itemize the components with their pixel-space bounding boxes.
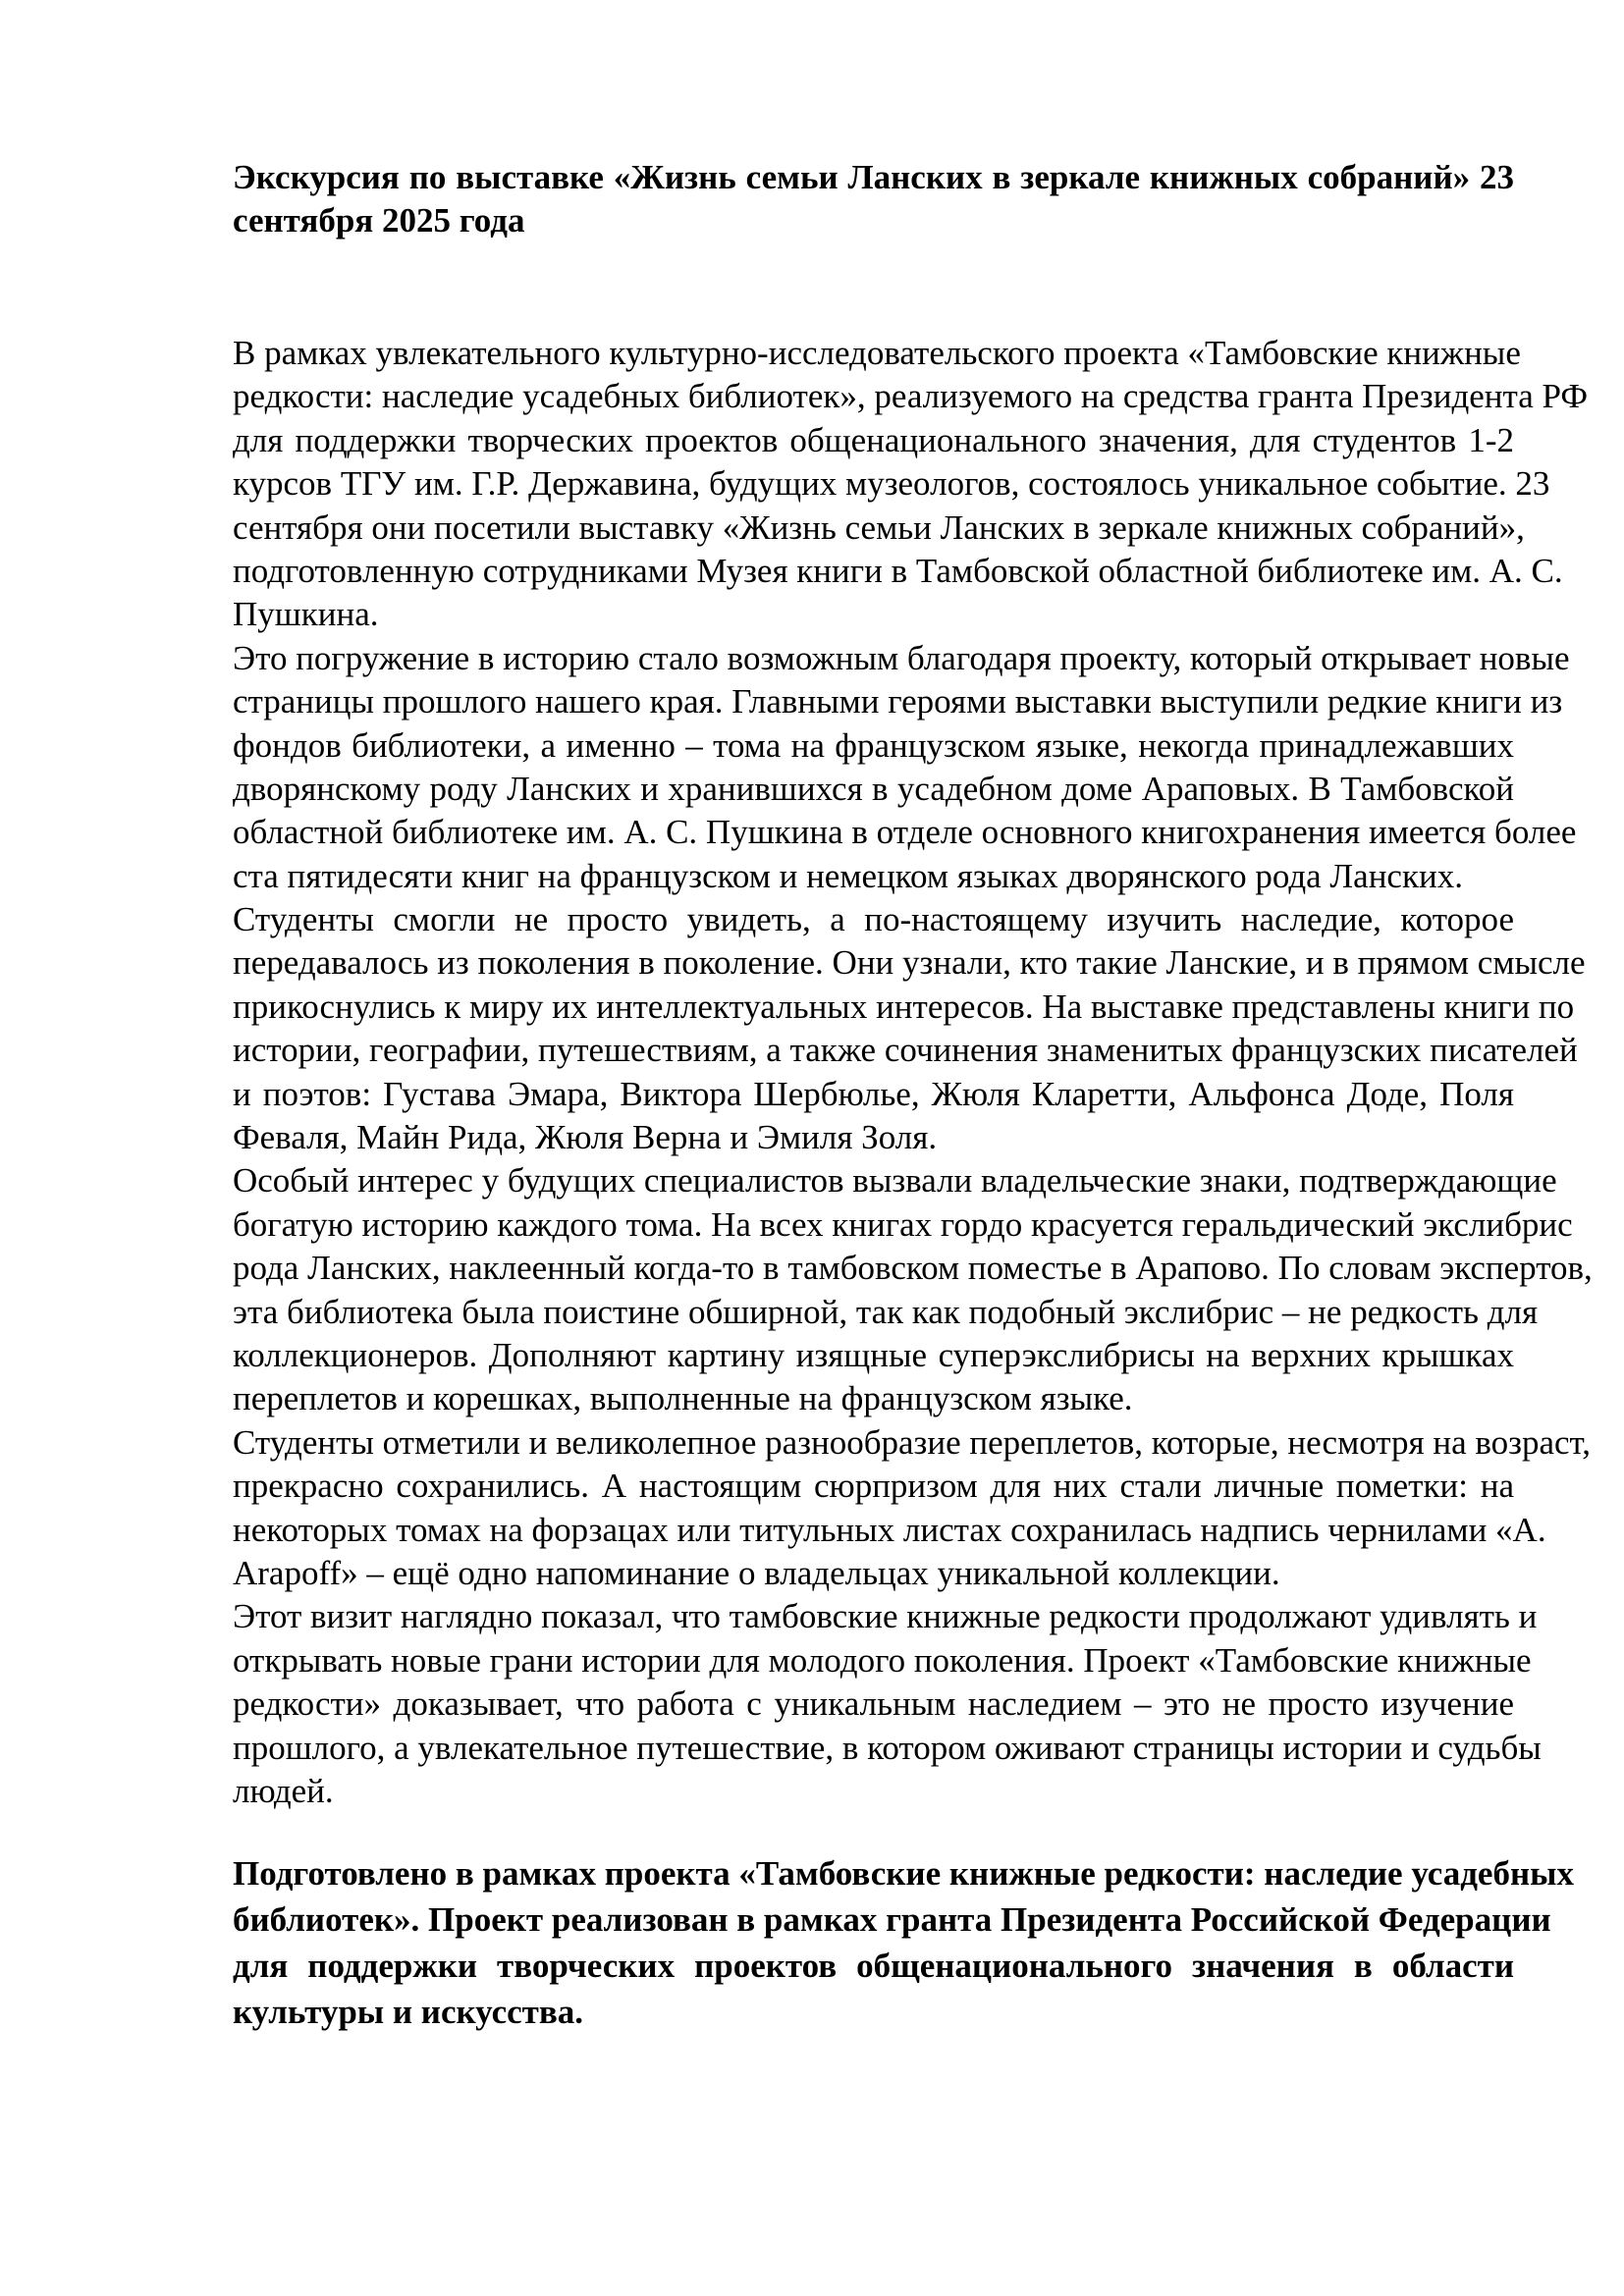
text-line: Студенты отметили и великолепное разнообразие переплетов, которые, несмотря на возраст,: [233, 1422, 1591, 1462]
text-line: курсов ТГУ им. Г.Р. Державина, будущих музеологов, состоялось уникальное событие. 23: [233, 464, 1550, 504]
text-line: страницы прошлого нашего края. Главными героями выставки выступили редкие книги из: [233, 682, 1563, 721]
paragraph: [233, 1159, 1593, 1420]
paragraph: [233, 1595, 1542, 1813]
text-line: коллекционеров. Дополняют картину изящные суперэкслибрисы на верхних крышках: [233, 1335, 1514, 1374]
paragraph: [233, 637, 1577, 898]
text-line: редкости: наследие усадебных библиотек», реализуемого на средства гранта Президента РФ: [233, 377, 1589, 416]
text-line: эта библиотека была поистине обширной, так как подобный экслибрис – не редкость для: [233, 1292, 1539, 1331]
text-line: редкости» доказывает, что работа с уникальным наследием – это не просто изучение: [233, 1684, 1514, 1724]
credit-line: культуры и искусства.: [233, 1993, 584, 2031]
project-credit: [233, 1850, 1574, 2035]
text-line: дворянскому роду Ланских и хранившихся в усадебном доме Араповых. В Тамбовской: [233, 769, 1514, 808]
paragraph: [233, 332, 1589, 637]
text-line: и поэтов: Густава Эмара, Виктора Шербюлье, Жюля Кларетти, Альфонса Доде, Поля: [233, 1074, 1514, 1113]
title-line: сентября 2025 года: [233, 201, 525, 240]
article-body: [233, 332, 1593, 1813]
text-line: Особый интерес у будущих специалистов вызвали владельческие знаки, подтверждающие: [233, 1161, 1557, 1201]
document-title: [233, 153, 1514, 240]
text-line: областной библиотеке им. А. С. Пушкина в отделе основного книгохранения имеется более: [233, 813, 1577, 852]
text-line: прекрасно сохранились. А настоящим сюрпризом для них стали личные пометки: на: [233, 1467, 1514, 1506]
text-line: Arapoff» – ещё одно напоминание о владельцах уникальной коллекции.: [233, 1553, 1280, 1592]
text-line: людей.: [233, 1771, 334, 1810]
text-line: переплетов и корешках, выполненные на французском языке.: [233, 1379, 1133, 1418]
paragraph: [233, 898, 1586, 1159]
text-line: В рамках увлекательного культурно-исследовательского проекта «Тамбовские книжные: [233, 334, 1521, 372]
credit-line: библиотек». Проект реализован в рамках гранта Президента Российской Федерации: [233, 1900, 1551, 1939]
text-line: передавалось из поколения в поколение. Они узнали, кто такие Ланские, и в прямом смысле: [233, 943, 1586, 983]
credit-line: Подготовлено в рамках проекта «Тамбовские книжные редкости: наследие усадебных: [233, 1854, 1574, 1893]
text-line: открывать новые грани истории для молодого поколения. Проект «Тамбовские книжные: [233, 1640, 1532, 1680]
text-line: фондов библиотеки, а именно – тома на французском языке, некогда принадлежавших: [233, 725, 1514, 765]
text-line: прикоснулись к миру их интеллектуальных интересов. На выставке представлены книги по: [233, 987, 1575, 1026]
text-line: Студенты смогли не просто увидеть, а по-настоящему изучить наследие, которое: [233, 900, 1514, 939]
title-line: Экскурсия по выставке «Жизнь семьи Ланских в зеркале книжных собраний» 23: [233, 158, 1514, 196]
text-line: Это погружение в историю стало возможным благодаря проекту, который открывает новые: [233, 638, 1570, 677]
text-line: Феваля, Майн Рида, Жюля Верна и Эмиля Золя.: [233, 1118, 938, 1157]
text-line: Пушкина.: [233, 595, 379, 634]
text-line: богатую историю каждого тома. На всех книгах гордо красуется геральдический экслибрис: [233, 1204, 1573, 1244]
text-line: ста пятидесяти книг на французском и немецком языках дворянского рода Ланских.: [233, 856, 1463, 895]
text-line: некоторых томах на форзацах или титульных листах сохранилась надпись чернилами «A.: [233, 1510, 1546, 1549]
text-line: подготовленную сотрудниками Музея книги в Тамбовской областной библиотеке им. А. С.: [233, 551, 1563, 590]
text-line: сентября они посетили выставку «Жизнь семьи Ланских в зеркале книжных собраний»,: [233, 507, 1525, 547]
text-line: прошлого, а увлекательное путешествие, в котором оживают страницы истории и судьбы: [233, 1728, 1542, 1767]
text-line: истории, географии, путешествиям, а также сочинения знаменитых французских писателей: [233, 1031, 1578, 1070]
paragraph: [233, 1421, 1591, 1596]
credit-line: для поддержки творческих проектов общенационального значения в области: [233, 1947, 1514, 1985]
text-line: Этот визит наглядно показал, что тамбовские книжные редкости продолжают удивлять и: [233, 1597, 1538, 1636]
text-line: рода Ланских, наклеенный когда-то в тамбовском поместье в Арапово. По словам экспертов,: [233, 1249, 1593, 1288]
text-line: для поддержки творческих проектов общенационального значения, для студентов 1-2: [233, 420, 1514, 459]
